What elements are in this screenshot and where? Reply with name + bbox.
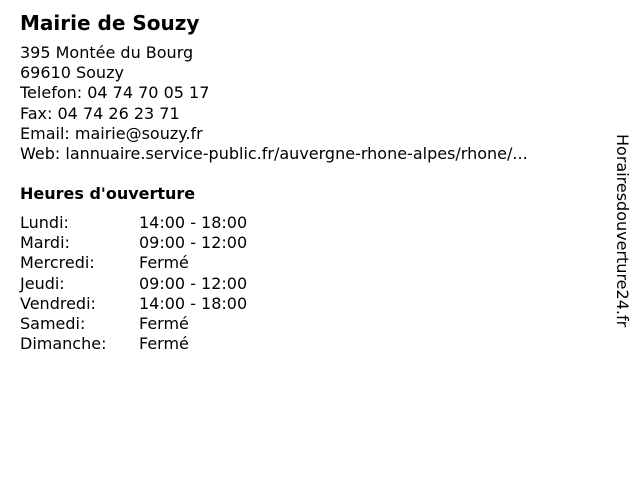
hours-day: Mardi: [20,233,70,253]
fax-label: Fax: [20,103,53,123]
web-label: Web: [20,143,61,163]
email-line [20,124,528,144]
fax-line [20,104,528,124]
hours-time: Fermé [139,253,189,273]
hours-day: Lundi: [20,213,69,232]
fax-value: 04 74 26 23 71 [57,103,180,123]
hours-day: Mercredi: [20,253,95,273]
page-title: Mairie de Souzy [20,11,200,35]
hours-time: 09:00 - 12:00 [139,273,248,293]
phone-value[interactable]: 04 74 70 05 17 [87,83,210,103]
email-value[interactable]: mairie@souzy.fr [74,123,203,143]
hours-time: Fermé [139,334,189,354]
hours-time: 09:00 - 12:00 [139,233,248,253]
hours-time: Fermé [139,313,189,333]
phone-line [20,83,528,103]
web-line [20,144,528,164]
hours-day: Samedi: [20,313,86,333]
hours-day: Vendredi: [20,293,96,313]
web-link[interactable]: lannuaire.service-public.fr/auvergne-rhone-alpes/rhone/... [65,143,528,163]
address-street: 395 Montée du Bourg [20,43,194,62]
phone-label: Telefon: [20,83,83,103]
contact-block [20,43,528,164]
email-label: Email: [20,123,70,143]
address-city: 69610 Souzy [20,63,124,83]
hours-time: 14:00 - 18:00 [139,213,248,232]
hours-day: Dimanche: [20,334,107,354]
site-watermark: Horairesdouverture24.fr [613,134,632,328]
hours-time: 14:00 - 18:00 [139,293,248,313]
hours-heading: Heures d'ouverture [20,184,196,203]
hours-day: Jeudi: [20,273,65,293]
